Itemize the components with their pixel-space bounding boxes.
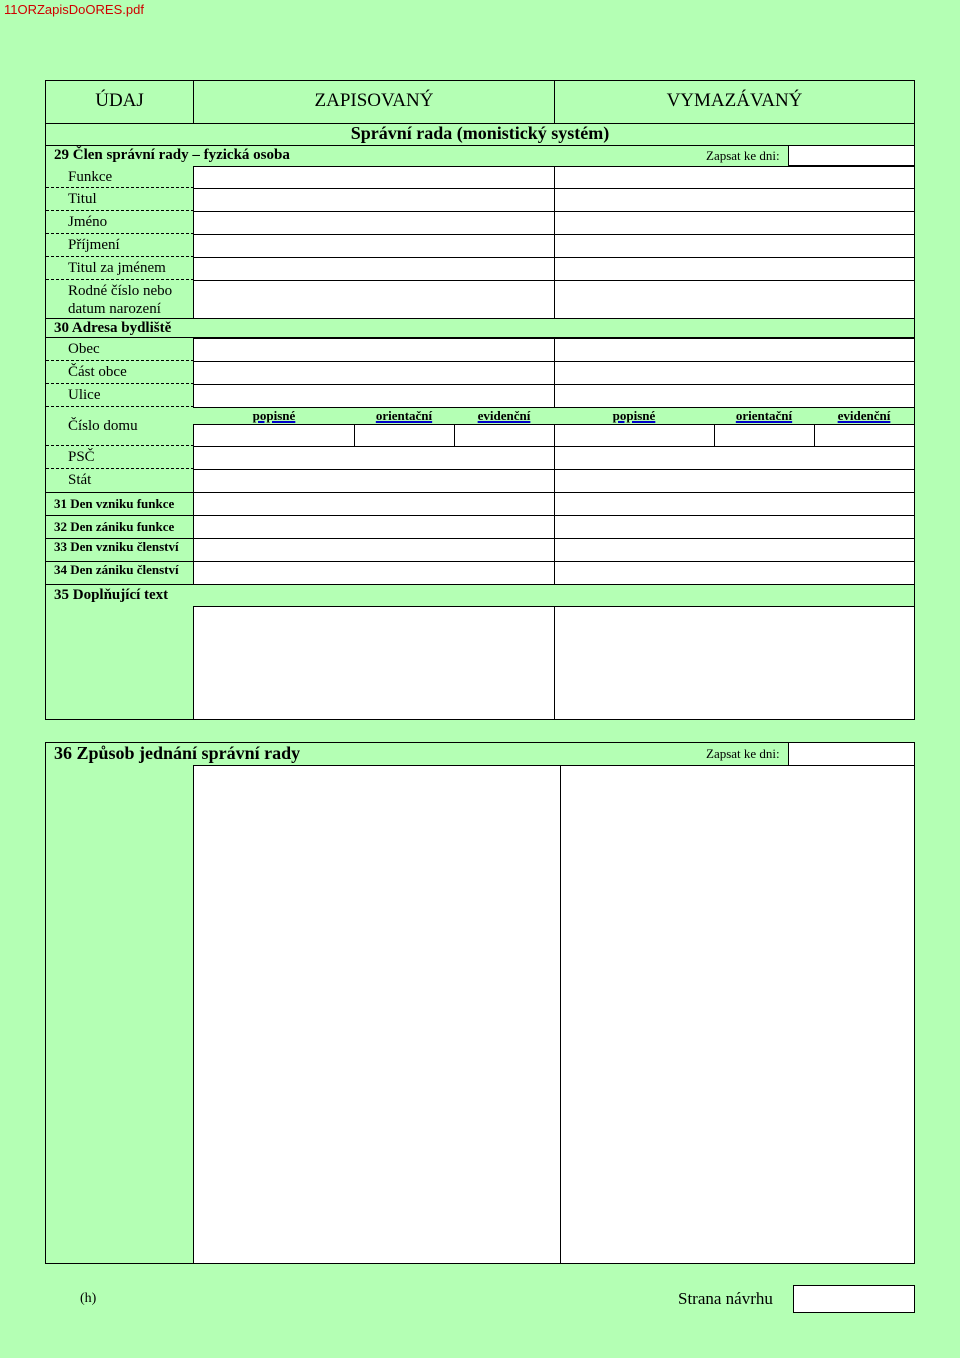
zapis-stat-input[interactable] (193, 469, 555, 493)
vymaz-funkce-input[interactable] (554, 166, 915, 189)
zapis-funkce-input[interactable] (193, 166, 555, 189)
vymaz-orientacni-input[interactable] (714, 424, 815, 447)
vymaz-evidencni-input[interactable] (814, 424, 915, 447)
vymaz-den-vzniku-funkce-input[interactable] (554, 492, 915, 516)
sec29-zapsat-input[interactable] (788, 145, 915, 166)
file-name: 11ORZapisDoORES.pdf (4, 2, 144, 17)
zapis-titul-za-input[interactable] (193, 257, 555, 281)
label-cislo-domu: Číslo domu (46, 407, 194, 446)
vymaz-den-vzniku-clenstvi-input[interactable] (554, 538, 915, 562)
vymaz-cast-obce-input[interactable] (554, 361, 915, 385)
vymaz-den-zaniku-funkce-input[interactable] (554, 515, 915, 539)
label-stat: Stát (68, 472, 92, 488)
label-psc: PSČ (46, 446, 194, 469)
zapis-rodne-cislo-input[interactable] (193, 280, 555, 319)
label-prijmeni: Příjmení (46, 234, 194, 257)
col-popisne-zapis: popisné (252, 408, 296, 423)
col-evidencni-vymaz: evidenční (837, 408, 891, 423)
vymaz-ulice-input[interactable] (554, 384, 915, 408)
zapis-ulice-input[interactable] (193, 384, 555, 408)
header-zapisovany: ZAPISOVANÝ (314, 90, 434, 111)
label-jmeno: Jméno (46, 211, 194, 234)
sec36-title: 36 Způsob jednání správní rady (54, 743, 301, 763)
label-obec: Obec (46, 338, 194, 361)
zapis-titul-input[interactable] (193, 188, 555, 212)
vymaz-den-zaniku-clenstvi-input[interactable] (554, 561, 915, 585)
label-titul: Titul (46, 188, 194, 211)
zapis-orientacni-input[interactable] (354, 424, 455, 447)
col-popisne-vymaz: popisné (612, 408, 656, 423)
label-funkce: Funkce (46, 166, 194, 188)
zapis-popisne-input[interactable] (193, 424, 355, 447)
label-rodne-cislo: Rodné číslo nebo datum narození (68, 283, 173, 317)
zapis-den-zaniku-clenstvi-input[interactable] (193, 561, 555, 585)
zapis-cast-obce-input[interactable] (193, 361, 555, 385)
label-ulice: Ulice (46, 384, 194, 407)
zapis-jmeno-input[interactable] (193, 211, 555, 235)
section-title: Správní rada (monistický systém) (350, 123, 610, 143)
label-den-vzniku-clenstvi: 33 Den vzniku členství (54, 539, 179, 554)
header-vymazavany: VYMAZÁVANÝ (666, 90, 803, 111)
strana-navrhu-label: Strana návrhu (678, 1289, 773, 1308)
vymaz-popisne-input[interactable] (554, 424, 715, 447)
sec30-title: 30 Adresa bydliště (54, 320, 172, 336)
sec29-title: 29 Člen správní rady – fyzická osoba (54, 147, 290, 163)
vymaz-psc-input[interactable] (554, 446, 915, 470)
label-den-zaniku-funkce: 32 Den zániku funkce (54, 519, 175, 534)
zapis-doplnujici-text[interactable] (193, 606, 555, 720)
sec35-title: 35 Doplňující text (54, 587, 169, 603)
zapis-evidencni-input[interactable] (454, 424, 555, 447)
zapis-den-vzniku-clenstvi-input[interactable] (193, 538, 555, 562)
zapis-den-zaniku-funkce-input[interactable] (193, 515, 555, 539)
vymaz-zpusob-jednani[interactable] (560, 765, 915, 1264)
label-cast-obce: Část obce (46, 361, 194, 384)
vymaz-stat-input[interactable] (554, 469, 915, 493)
col-evidencni-zapis: evidenční (477, 408, 531, 423)
sec29-zapsat-label: Zapsat ke dni: (706, 148, 780, 163)
zapis-zpusob-jednani[interactable] (193, 765, 561, 1264)
vymaz-jmeno-input[interactable] (554, 211, 915, 235)
col-orientacni-vymaz: orientační (735, 408, 793, 423)
zapis-psc-input[interactable] (193, 446, 555, 470)
strana-navrhu-input[interactable] (793, 1285, 915, 1313)
vymaz-obec-input[interactable] (554, 338, 915, 362)
vymaz-prijmeni-input[interactable] (554, 234, 915, 258)
label-titul-za: Titul za jménem (46, 257, 194, 280)
label-den-vzniku-funkce: 31 Den vzniku funkce (54, 496, 175, 511)
vymaz-titul-za-input[interactable] (554, 257, 915, 281)
zapis-prijmeni-input[interactable] (193, 234, 555, 258)
label-den-zaniku-clenstvi: 34 Den zániku členství (54, 562, 179, 577)
col-orientacni-zapis: orientační (375, 408, 433, 423)
vymaz-doplnujici-text[interactable] (554, 606, 915, 720)
vymaz-titul-input[interactable] (554, 188, 915, 212)
footer-code: (h) (80, 1291, 97, 1306)
header-udaj: ÚDAJ (95, 90, 144, 111)
zapis-den-vzniku-funkce-input[interactable] (193, 492, 555, 516)
sec36-zapsat-input[interactable] (788, 742, 915, 766)
vymaz-rodne-cislo-input[interactable] (554, 280, 915, 319)
zapis-obec-input[interactable] (193, 338, 555, 362)
sec36-zapsat-label: Zapsat ke dni: (706, 746, 780, 761)
